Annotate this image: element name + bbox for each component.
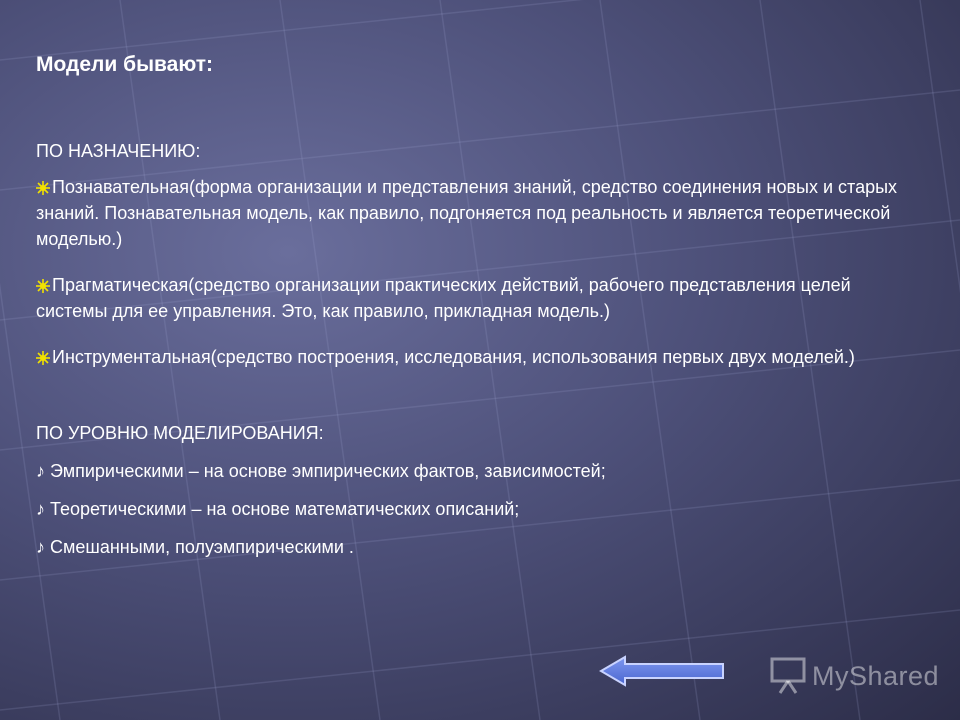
left-arrow-icon[interactable] xyxy=(601,657,723,685)
section-purpose-heading: ПО НАЗНАЧЕНИЮ: xyxy=(36,141,201,161)
presentation-icon xyxy=(768,655,810,695)
section-level-heading: ПО УРОВНЮ МОДЕЛИРОВАНИЯ: xyxy=(36,423,324,443)
watermark-logo xyxy=(768,655,943,695)
music-note-icon: ♪ xyxy=(36,499,45,519)
list-item-level-2: ♪ Теоретическими – на основе математических описаний; xyxy=(36,496,916,522)
watermark-text: MyShared xyxy=(812,661,940,691)
music-note-icon: ♪ xyxy=(36,461,45,481)
list-item-purpose-2: Прагматическая(средство организации практических действий, рабочего представления целей системы для ее управления. Это, как правило, прикладная модель.) xyxy=(36,275,851,321)
slide-content xyxy=(36,52,916,560)
music-note-icon: ♪ xyxy=(36,537,45,557)
list-item-purpose-3: Инструментальная(средство построения, исследования, использования первых двух моделей.) xyxy=(36,344,916,370)
list-item-purpose-1: Познавательная(форма организации и представления знаний, средство соединения новых и старых знаний. Познавательная модель, как правило, подгоняется под реальность и является теоретической моделью.) xyxy=(36,177,898,249)
back-arrow-button[interactable] xyxy=(599,655,727,687)
star-bullet-icon xyxy=(36,279,50,293)
slide-title: Модели бывают: xyxy=(36,53,214,76)
star-bullet-icon xyxy=(36,181,50,195)
star-bullet-icon xyxy=(36,351,50,365)
list-item-level-1: ♪ Эмпирическими – на основе эмпирических фактов, зависимостей; xyxy=(36,458,916,484)
list-item-level-3: ♪ Смешанными, полуэмпирическими . xyxy=(36,534,916,560)
